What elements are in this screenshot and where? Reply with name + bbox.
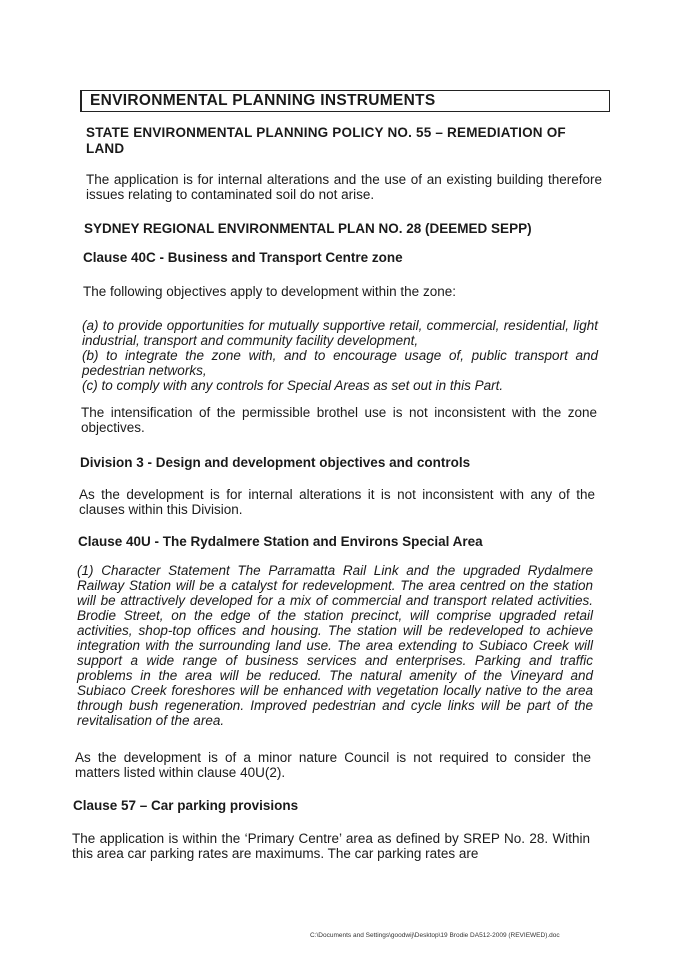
clause40u-assessment: As the development is of a minor nature Council is not required to consider the matters listed within clause 40U(2).	[75, 750, 591, 780]
clause40u-character-statement: (1) Character Statement The Parramatta Rail Link and the upgraded Rydalmere Railway Station will be a catalyst for redevelopment. The area centred on the station will be attractively developed for a mix of commercial and transport related activities. Brodie Street, on the edge of the station precinct, will comprise upgraded retail activities, shop-top offices and housing. The station will be redeveloped to achieve integration with the surrounding land use. The area extending to Subiaco Creek will support a wide range of business services and enterprises. Parking and traffic problems in the area will be reduced. The natural amenity of the Vineyard and Subiaco Creek foreshores will be enhanced with vegetation locally native to the area through bush regeneration. Improved pedestrian and cycle links will be part of the revitalisation of the area.	[77, 563, 593, 728]
sepp55-text: The application is for internal alterations and the use of an existing building therefore issues relating to contaminated soil do not arise.	[86, 172, 602, 202]
clause40c-intro: The following objectives apply to development within the zone:	[83, 284, 456, 299]
objective-item: (b) to integrate the zone with, and to encourage usage of, public transport and pedestrian networks,	[82, 348, 598, 378]
clause40c-assessment: The intensification of the permissible brothel use is not inconsistent with the zone objectives.	[81, 405, 597, 435]
section-title: ENVIRONMENTAL PLANNING INSTRUMENTS	[90, 92, 436, 109]
clause40c-heading: Clause 40C - Business and Transport Centre zone	[83, 250, 403, 265]
objective-item: (c) to comply with any controls for Special Areas as set out in this Part.	[82, 378, 504, 393]
srep28-heading: SYDNEY REGIONAL ENVIRONMENTAL PLAN NO. 28 (DEEMED SEPP)	[84, 221, 532, 236]
document-file-path: C:\Documents and Settings\goodwij\Desktop\19 Brodie DA512-2009 (REVIEWED).doc	[310, 932, 560, 939]
objective-item: (a) to provide opportunities for mutually supportive retail, commercial, residential, light industrial, transport and community facility development,	[82, 318, 598, 348]
clause57-heading: Clause 57 – Car parking provisions	[73, 798, 299, 813]
clause40u-heading: Clause 40U - The Rydalmere Station and Environs Special Area	[78, 534, 483, 549]
sepp55-heading: STATE ENVIRONMENTAL PLANNING POLICY NO. 55 – REMEDIATION OF LAND	[86, 125, 566, 156]
division3-text: As the development is for internal alterations it is not inconsistent with any of the clauses within this Division.	[79, 487, 595, 517]
section-title-box	[80, 90, 610, 112]
clause40c-objectives	[82, 318, 598, 393]
clause57-text: The application is within the ‘Primary Centre’ area as defined by SREP No. 28. Within this area car parking rates are maximums. The car parking rates are	[72, 831, 590, 861]
division3-heading: Division 3 - Design and development objectives and controls	[80, 455, 471, 470]
